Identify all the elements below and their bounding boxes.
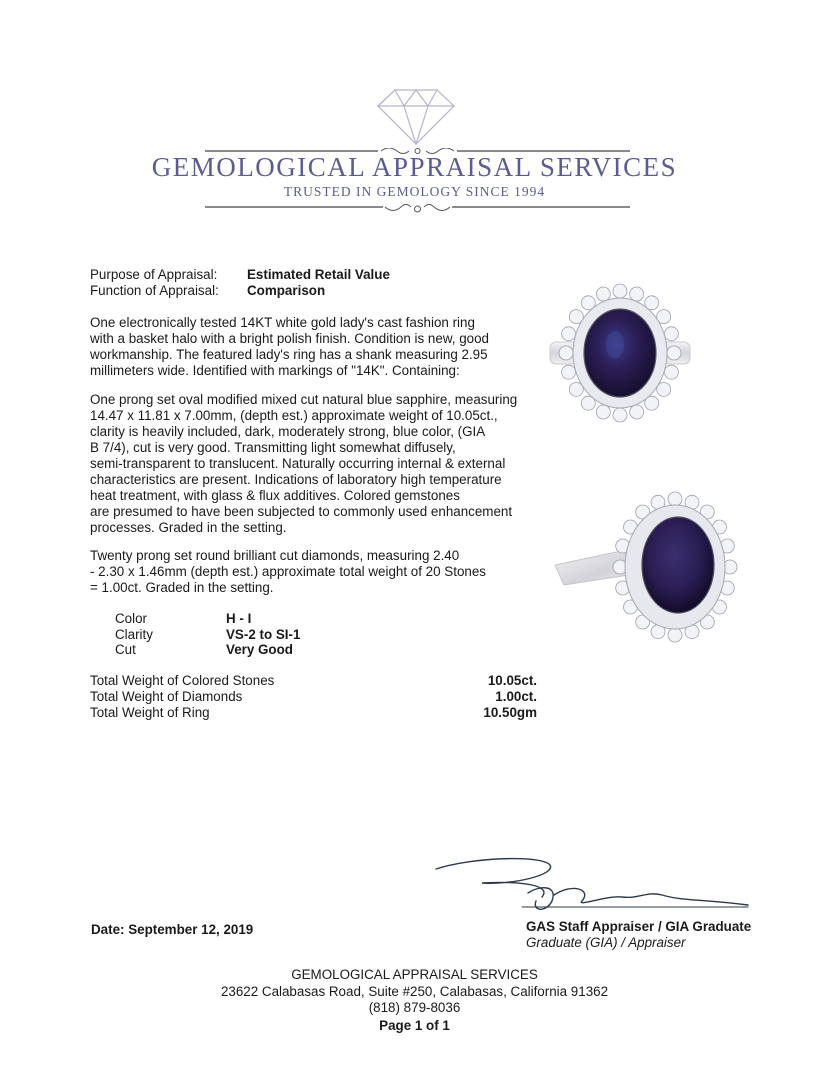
sapphire-description [90,392,530,536]
diamond-logo-icon [375,86,457,146]
footer-phone: (818) 879-8036 [368,1000,461,1015]
grading-label: Color [115,611,147,626]
grading-label: Cut [115,642,136,657]
halo-diamond [562,327,576,341]
halo-diamond [664,365,678,379]
grading-row-cut [0,642,400,658]
halo-diamond [668,628,682,642]
total-label: Total Weight of Diamonds [90,689,243,704]
halo-diamond [559,346,573,360]
halo-diamond [667,346,681,360]
diamond-line: = 1.00ct. Graded in the setting. [90,580,274,595]
sapphire-line: One prong set oval modified mixed cut natural blue sapphire, measuring [90,392,518,407]
footer-company: GEMOLOGICAL APPRAISAL SERVICES [291,967,538,982]
sapphire-line: clarity is heavily included, dark, moderately strong, blue color, (GIA [90,424,486,439]
halo-diamond [630,287,644,301]
grading-row-color [0,611,400,627]
total-value: 10.05ct. [487,673,537,688]
total-value: 10.50gm [483,705,537,720]
diamond-line: - 2.30 x 1.46mm (depth est.) approximate total weight of 20 Stones [90,564,486,579]
header-divider-bottom [205,203,630,217]
appraiser-signature [432,855,752,917]
grading-value: H - I [226,611,252,626]
appraiser-subtitle: Graduate (GIA) / Appraiser [526,935,686,950]
sapphire-line: B 7/4), cut is very good. Transmitting light somewhat diffusely, [90,440,456,455]
grading-value: VS-2 to SI-1 [226,627,301,642]
halo-diamond [562,365,576,379]
grading-row-clarity [0,627,400,643]
ring-top-view-photo [545,280,695,430]
footer-address: 23622 Calabasas Road, Suite #250, Calabasas, California 91362 [220,984,609,999]
halo-diamond [596,287,610,301]
halo-diamond [668,492,682,506]
diamond-line: Twenty prong set round brilliant cut diamonds, measuring 2.40 [90,548,460,563]
function-label: Function of Appraisal: [90,283,219,298]
ring-angle-view-photo [550,487,740,647]
halo-diamond [613,284,627,298]
ring-line: workmanship. The featured lady's ring has a shank measuring 2.95 [90,347,488,362]
total-value: 1.00ct. [495,689,537,704]
appraiser-title: GAS Staff Appraiser / GIA Graduate [526,919,752,934]
ring-line: millimeters wide. Identified with markings of "14K". Containing: [90,363,460,378]
halo-diamond [630,405,644,419]
purpose-label: Purpose of Appraisal: [90,267,218,282]
appraisal-date: Date: September 12, 2019 [91,922,254,937]
purpose-value: Estimated Retail Value [247,267,390,282]
sapphire-line: are presumed to have been subjected to commonly used enhancement [90,504,513,519]
diamond-description [90,548,530,596]
sapphire-line: semi-transparent to translucent. Naturally occurring internal & external [90,456,506,471]
ring-line: with a basket halo with a bright polish finish. Condition is new, good [90,331,489,346]
ring-description [90,315,530,379]
total-label: Total Weight of Colored Stones [90,673,275,688]
ring-line: One electronically tested 14KT white gold lady's cast fashion ring [90,315,475,330]
function-value: Comparison [247,283,326,298]
footer-page: Page 1 of 1 [379,1018,450,1033]
sapphire-line: characteristics are present. Indications of laboratory high temperature [90,472,502,487]
company-name: GEMOLOGICAL APPRAISAL SERVICES [151,152,678,182]
sapphire-line: heat treatment, with glass & flux additives. Colored gemstones [90,488,460,503]
halo-diamond [596,405,610,419]
halo-diamond [613,408,627,422]
sapphire-line: 14.47 x 11.81 x 7.00mm, (depth est.) approximate weight of 10.05ct., [90,408,498,423]
halo-diamond [664,327,678,341]
total-label: Total Weight of Ring [90,705,210,720]
grading-value: Very Good [226,642,293,657]
company-tagline: TRUSTED IN GEMOLOGY SINCE 1994 [283,184,546,199]
sapphire-line: processes. Graded in the setting. [90,520,287,535]
grading-label: Clarity [115,627,153,642]
